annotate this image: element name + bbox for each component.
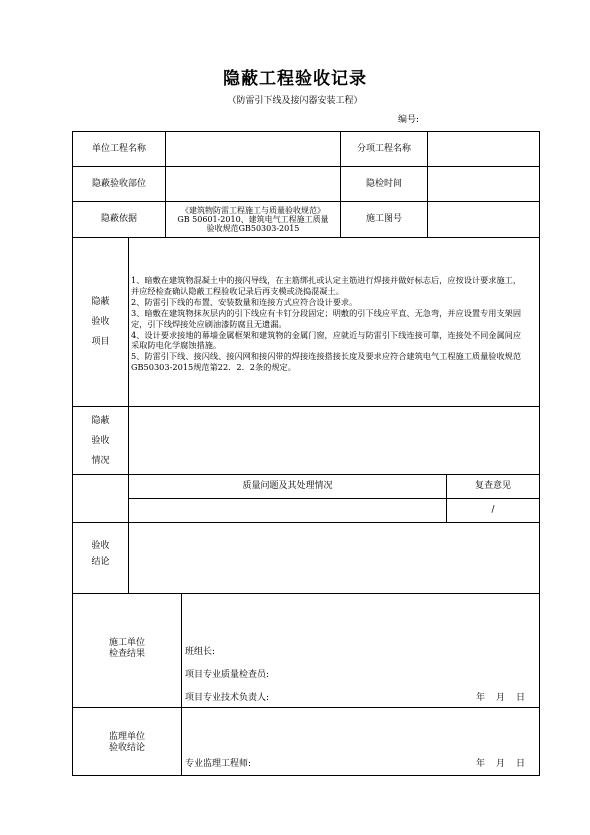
construction-date-year: 年 bbox=[476, 693, 486, 703]
row-divider bbox=[72, 707, 540, 708]
acceptance-requirements: 1、暗敷在建筑物混凝土中的接闪导线，在主筋绑扎或认定主筋进行焊接并做好标志后，应按设计要求施工，并应经检查确认隐蔽工程验收记录后再支模或浇捣混凝土。 2、防雷引下线的布置、安装数量和连接方式应符合设计要求。 3、暗敷在建筑物抹灰层内的引下线应有卡钉分段固定；明敷的引下线应平直、无急弯，并应设置专用支架固定，引下线焊接处应刷油漆防腐且无遗漏。 4、设计要求接地的幕墙金属框架和建筑物的金属门窗，应就近与防雷引下线连接可靠，连接处不同金属间应采取防电化学腐蚀措施。 5、防雷引下线、接闪线、接闪网和接闪带的焊接连接搭接长度及要求应符合建筑电气工程施工质量验收规范GB50303-2015规范第22．2．2条的规定。 bbox=[131, 275, 522, 373]
quality-inspector-field[interactable]: 项目专业质量检查员: bbox=[185, 670, 270, 680]
row-divider bbox=[72, 237, 540, 238]
basis-line: 验收规范GB50303-2015 bbox=[206, 224, 300, 233]
basis-standards bbox=[166, 202, 340, 237]
review-opinion-header: 复查意见 bbox=[474, 481, 511, 491]
row-divider bbox=[72, 593, 540, 594]
team-leader-field[interactable]: 班组长: bbox=[185, 647, 216, 657]
construction-date-day: 日 bbox=[516, 693, 526, 703]
conclusion-label: 验收 结论 bbox=[91, 541, 110, 567]
supervision-unit-label: 监理单位 验收结论 bbox=[108, 732, 145, 753]
items-label: 隐蔽 验收 项目 bbox=[91, 297, 110, 347]
situation-value[interactable] bbox=[129, 407, 539, 474]
situation-label: 隐蔽 验收 情况 bbox=[91, 416, 110, 466]
quality-issue-value[interactable] bbox=[129, 499, 446, 522]
basis-label: 隐蔽依据 bbox=[100, 214, 137, 224]
sub-project-label: 分项工程名称 bbox=[356, 143, 411, 154]
page-subtitle: （防雷引下线及接闪器安装工程） bbox=[227, 96, 363, 106]
drawing-no-value[interactable] bbox=[428, 202, 539, 237]
inspection-time-value[interactable] bbox=[428, 167, 539, 201]
supervision-date-month: 月 bbox=[496, 759, 506, 769]
page-title: 隐蔽工程验收记录 bbox=[223, 69, 367, 89]
serial-number-label: 编号: bbox=[398, 115, 420, 125]
drawing-no-label: 施工图号 bbox=[365, 214, 402, 224]
unit-project-value[interactable] bbox=[166, 132, 340, 166]
tech-lead-field[interactable]: 项目专业技术负责人: bbox=[185, 693, 270, 703]
concealed-part-label: 隐蔽验收部位 bbox=[91, 178, 146, 189]
concealed-part-value[interactable] bbox=[166, 167, 340, 201]
basis-line: GB 50601-2010、建筑电气工程施工质量 bbox=[177, 215, 329, 224]
construction-date-month: 月 bbox=[496, 693, 506, 703]
column-divider bbox=[181, 593, 182, 776]
supervision-date-day: 日 bbox=[516, 759, 526, 769]
conclusion-value[interactable] bbox=[129, 523, 539, 593]
quality-issue-header: 质量问题及其处理情况 bbox=[242, 481, 333, 491]
unit-project-label: 单位工程名称 bbox=[91, 143, 146, 154]
supervising-engineer-field[interactable]: 专业监理工程师: bbox=[185, 759, 252, 769]
sub-project-value[interactable] bbox=[428, 132, 539, 166]
construction-unit-label: 施工单位 检查结果 bbox=[108, 638, 145, 659]
review-opinion-value[interactable]: / bbox=[491, 505, 495, 515]
supervision-date-year: 年 bbox=[476, 759, 486, 769]
inspection-time-label: 隐检时间 bbox=[365, 178, 402, 189]
basis-line: 《建筑物防雷工程施工与质量验收规范》 bbox=[181, 206, 325, 215]
